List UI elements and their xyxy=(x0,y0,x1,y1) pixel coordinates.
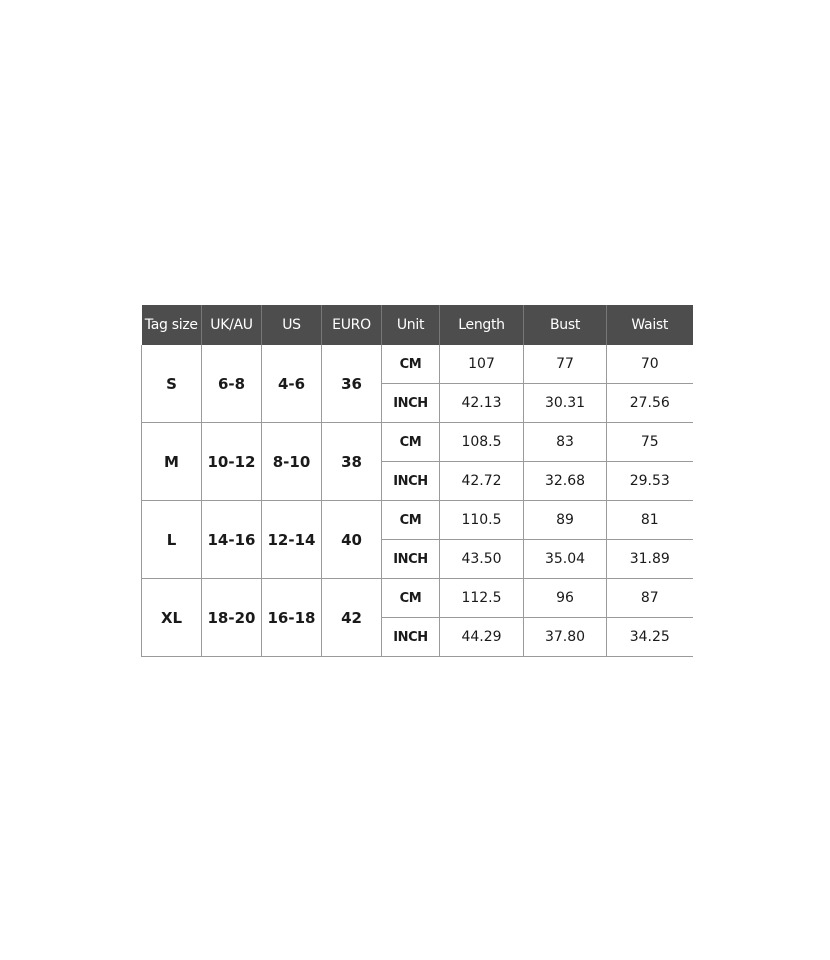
tag-size-cell: XL xyxy=(142,579,202,657)
unit-cell: INCH xyxy=(382,618,440,657)
uk-au-cell: 14-16 xyxy=(202,501,262,579)
waist-cell: 29.53 xyxy=(607,462,693,501)
header-tag-size: Tag size xyxy=(142,305,202,345)
header-unit: Unit xyxy=(382,305,440,345)
length-cell: 107 xyxy=(440,345,524,384)
tag-size-cell: M xyxy=(142,423,202,501)
unit-cell: CM xyxy=(382,579,440,618)
waist-cell: 75 xyxy=(607,423,693,462)
unit-cell: INCH xyxy=(382,540,440,579)
bust-cell: 77 xyxy=(524,345,607,384)
length-cell: 44.29 xyxy=(440,618,524,657)
bust-cell: 30.31 xyxy=(524,384,607,423)
tag-size-cell: L xyxy=(142,501,202,579)
bust-cell: 35.04 xyxy=(524,540,607,579)
header-row xyxy=(142,305,693,345)
waist-cell: 34.25 xyxy=(607,618,693,657)
us-cell: 16-18 xyxy=(262,579,322,657)
length-cell: 108.5 xyxy=(440,423,524,462)
table-row xyxy=(142,501,693,540)
euro-cell: 36 xyxy=(322,345,382,423)
length-cell: 42.72 xyxy=(440,462,524,501)
bust-cell: 37.80 xyxy=(524,618,607,657)
header-bust: Bust xyxy=(524,305,607,345)
waist-cell: 81 xyxy=(607,501,693,540)
header-us: US xyxy=(262,305,322,345)
header-length: Length xyxy=(440,305,524,345)
header-uk-au: UK/AU xyxy=(202,305,262,345)
bust-cell: 96 xyxy=(524,579,607,618)
uk-au-cell: 6-8 xyxy=(202,345,262,423)
bust-cell: 89 xyxy=(524,501,607,540)
unit-cell: CM xyxy=(382,501,440,540)
euro-cell: 42 xyxy=(322,579,382,657)
unit-cell: CM xyxy=(382,345,440,384)
unit-cell: INCH xyxy=(382,462,440,501)
us-cell: 12-14 xyxy=(262,501,322,579)
length-cell: 42.13 xyxy=(440,384,524,423)
euro-cell: 40 xyxy=(322,501,382,579)
euro-cell: 38 xyxy=(322,423,382,501)
header-euro: EURO xyxy=(322,305,382,345)
length-cell: 110.5 xyxy=(440,501,524,540)
size-chart-table xyxy=(141,305,693,657)
table-row xyxy=(142,423,693,462)
tag-size-cell: S xyxy=(142,345,202,423)
uk-au-cell: 18-20 xyxy=(202,579,262,657)
table-row xyxy=(142,579,693,618)
bust-cell: 83 xyxy=(524,423,607,462)
waist-cell: 27.56 xyxy=(607,384,693,423)
uk-au-cell: 10-12 xyxy=(202,423,262,501)
us-cell: 4-6 xyxy=(262,345,322,423)
table-row xyxy=(142,345,693,384)
unit-cell: CM xyxy=(382,423,440,462)
length-cell: 112.5 xyxy=(440,579,524,618)
waist-cell: 87 xyxy=(607,579,693,618)
length-cell: 43.50 xyxy=(440,540,524,579)
us-cell: 8-10 xyxy=(262,423,322,501)
waist-cell: 31.89 xyxy=(607,540,693,579)
unit-cell: INCH xyxy=(382,384,440,423)
header-waist: Waist xyxy=(607,305,693,345)
bust-cell: 32.68 xyxy=(524,462,607,501)
waist-cell: 70 xyxy=(607,345,693,384)
